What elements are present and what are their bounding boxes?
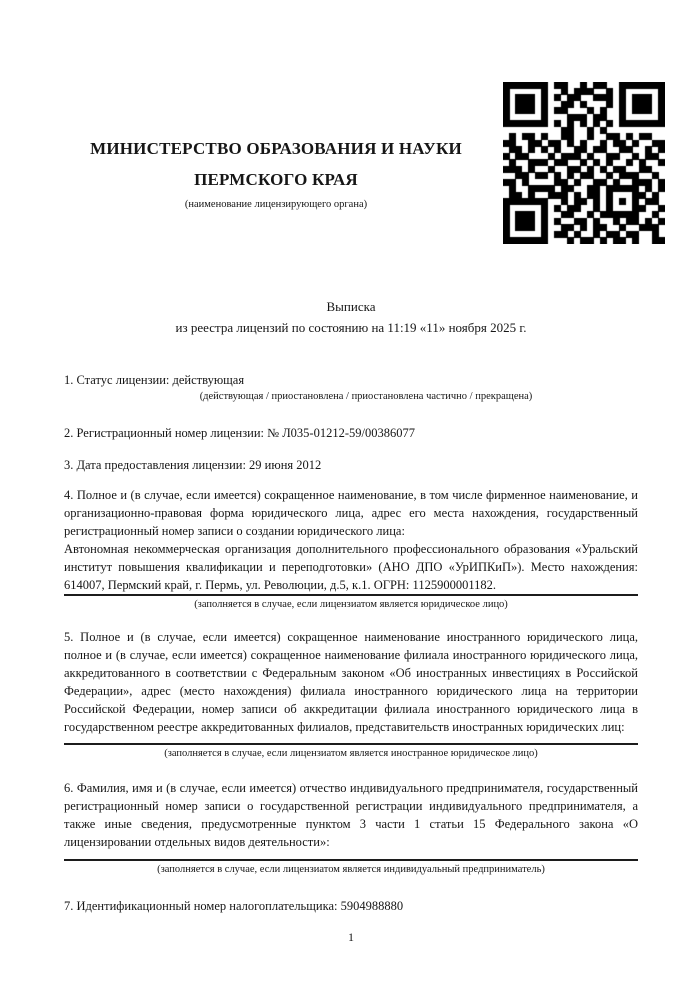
document-title-line2: из реестра лицензий по состоянию на 11:19 «11» ноября 2025 г. <box>175 320 527 335</box>
license-date-text: 3. Дата предоставления лицензии: 29 июня 2012 <box>64 458 322 472</box>
rule-caption-legal-entity: (заполняется в случае, если лицензиатом является юридическое лицо) <box>194 599 508 610</box>
item-4-legal-entity <box>64 486 638 612</box>
registration-number-text: 2. Регистрационный номер лицензии: № Л035-01212-59/00386077 <box>64 426 415 440</box>
legal-entity-value: Автономная некоммерческая организация дополнительного профессионального образования «Уральский институт повышения квалификации и переподготовки» (АНО ДПО «УрИПКиП»). Место нахождения: 614007, Пермский край, г. Пермь, ул. Революции, д.5, к.1. ОГРН: 1125900001182. <box>64 542 638 592</box>
document-content <box>64 0 638 945</box>
foreign-entity-question: 5. Полное и (в случае, если имеется) сокращенное наименование иностранного юридического лица, полное и (в случае, если имеется) сокращенное наименование филиала иностранного юридического лица, аккредитованного в соответствии с Федеральным законом «Об иностранных инвестициях в Российской Федерации», адрес (место нахождения) филиала иностранного юридического лица на территории Российской Федерации, номер записи об аккредитации филиала иностранного юридического лица в государственном реестре аккредитованных филиалов, представительств иностранных юридических лиц: <box>64 630 638 734</box>
license-status-text: 1. Статус лицензии: действующая <box>64 373 245 387</box>
rule-caption-entrepreneur: (заполняется в случае, если лицензиатом является индивидуальный предприниматель) <box>157 864 545 875</box>
item-2-registration-number <box>64 424 638 442</box>
licensing-authority-header <box>64 133 488 212</box>
divider-rule-legal-entity <box>64 594 638 596</box>
item-3-license-date <box>64 456 638 474</box>
authority-name-line1: МИНИСТЕРСТВО ОБРАЗОВАНИЯ И НАУКИ <box>90 139 462 158</box>
item-6-individual-entrepreneur <box>64 779 638 877</box>
document-title-line1: Выписка <box>326 299 376 314</box>
entrepreneur-question: 6. Фамилия, имя и (в случае, если имеется) отчество индивидуального предпринимателя, государственный регистрационный номер записи о государственной регистрации индивидуального предпринимателя, а также иные сведения, предусмотренные пунктом 3 части 1 статьи 15 Федерального закона «О лицензировании отдельных видов деятельности»: <box>64 781 638 849</box>
item-7-taxpayer-number <box>64 897 638 915</box>
authority-name-caption: (наименование лицензирующего органа) <box>184 199 368 210</box>
divider-rule-entrepreneur <box>64 859 638 861</box>
item-1-license-status <box>64 371 638 405</box>
divider-rule-foreign-entity <box>64 743 638 745</box>
rule-caption-foreign-entity: (заполняется в случае, если лицензиатом является иностранное юридическое лицо) <box>164 748 538 759</box>
taxpayer-number-text: 7. Идентификационный номер налогоплательщика: 5904988880 <box>64 899 404 913</box>
license-status-caption: (действующая / приостановлена / приостановлена частично / прекращена) <box>199 391 533 402</box>
document-title <box>64 296 638 338</box>
item-5-foreign-entity <box>64 628 638 761</box>
authority-name-line2: ПЕРМСКОГО КРАЯ <box>194 170 358 189</box>
legal-entity-question: 4. Полное и (в случае, если имеется) сокращенное наименование, в том числе фирменное наименование, и организационно-правовая форма юридического лица, адрес его места нахождения, государственный регистрационный номер записи о создании юридического лица: <box>64 488 638 538</box>
page-number: 1 <box>348 930 354 944</box>
